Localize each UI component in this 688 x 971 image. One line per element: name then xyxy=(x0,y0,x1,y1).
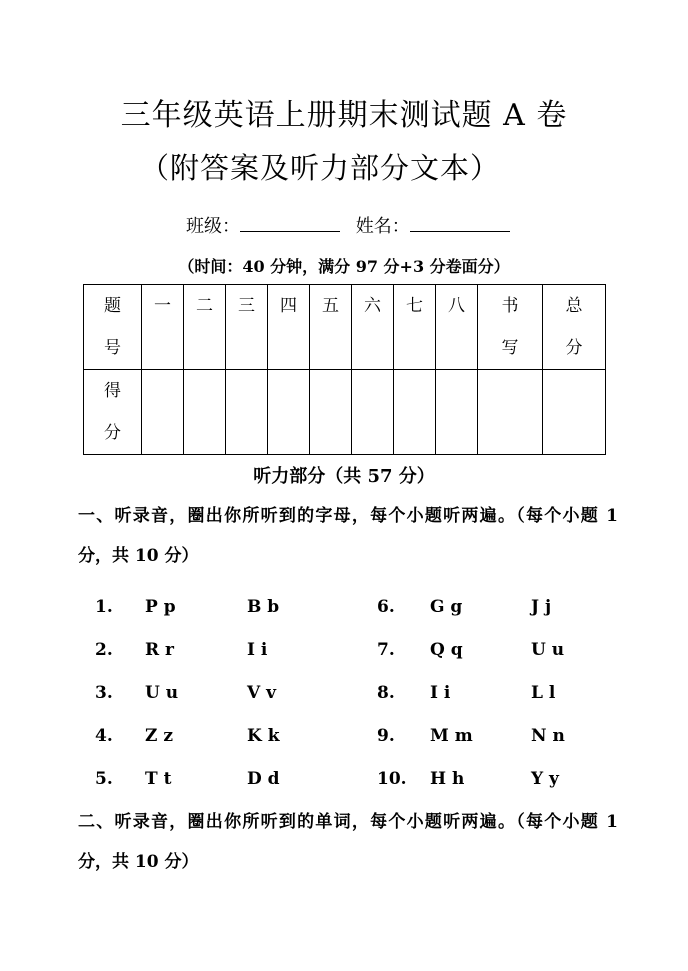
score-table xyxy=(83,284,606,455)
score-cell xyxy=(142,370,184,455)
score-header-cell: 书 写 xyxy=(478,285,543,370)
item-number: 6. xyxy=(377,597,395,617)
score-header-row xyxy=(84,285,606,370)
score-cell xyxy=(394,370,436,455)
time-note: （时间：40 分钟，满分 97 分+3 分卷面分） xyxy=(178,257,510,276)
q1-item-row xyxy=(95,683,615,707)
letter-option: M m xyxy=(430,726,473,746)
letter-option: H h xyxy=(430,769,465,789)
score-value-row xyxy=(84,370,606,455)
item-number: 7. xyxy=(377,640,395,660)
score-cell xyxy=(268,370,310,455)
letter-option: R r xyxy=(145,640,175,660)
letter-option: V v xyxy=(247,683,276,703)
score-cell xyxy=(436,370,478,455)
item-number: 2. xyxy=(95,640,113,660)
score-header-cell: 七 xyxy=(394,285,436,370)
letter-option: Z z xyxy=(145,726,173,746)
class-label: 班级： xyxy=(186,216,240,237)
letter-option: U u xyxy=(531,640,565,660)
name-label: 姓名： xyxy=(355,216,410,237)
letter-option: J j xyxy=(531,597,552,617)
item-number: 1. xyxy=(95,597,113,617)
q2-instruction: 二、听录音，圈出你所听到的单词，每个小题听两遍。（每个小题 1 分，共 10 分） xyxy=(78,812,618,872)
letter-option: T t xyxy=(145,769,172,789)
letter-option: G g xyxy=(430,597,463,617)
score-cell xyxy=(226,370,268,455)
item-number: 5. xyxy=(95,769,113,789)
score-header-cell: 一 xyxy=(142,285,184,370)
score-header-cell: 五 xyxy=(310,285,352,370)
letter-option: N n xyxy=(531,726,565,746)
letter-option: P p xyxy=(145,597,176,617)
student-info-line xyxy=(186,212,520,238)
score-header-cell: 八 xyxy=(436,285,478,370)
score-header-cell: 三 xyxy=(226,285,268,370)
letter-option: B b xyxy=(247,597,280,617)
document-subtitle: （附答案及听力部分文本） xyxy=(140,151,501,185)
item-number: 9. xyxy=(377,726,395,746)
letter-option: Y y xyxy=(531,769,559,789)
letter-option: K k xyxy=(247,726,280,746)
letter-option: L l xyxy=(531,683,556,703)
letter-option: I i xyxy=(247,640,268,660)
score-cell xyxy=(310,370,352,455)
score-header-cell: 二 xyxy=(184,285,226,370)
letter-option: I i xyxy=(430,683,451,703)
q1-item-row xyxy=(95,640,615,664)
letter-option: U u xyxy=(145,683,179,703)
score-cell xyxy=(543,370,606,455)
class-blank xyxy=(240,215,340,232)
document-title: 三年级英语上册期末测试题 A 卷 xyxy=(120,98,568,133)
item-number: 3. xyxy=(95,683,113,703)
name-blank xyxy=(410,215,510,232)
score-header-cell: 四 xyxy=(268,285,310,370)
q1-item-row xyxy=(95,726,615,750)
score-cell xyxy=(478,370,543,455)
q1-instruction: 一、听录音，圈出你所听到的字母，每个小题听两遍。（每个小题 1 分，共 10 分） xyxy=(78,506,618,566)
score-header-cell: 题 号 xyxy=(84,285,142,370)
item-number: 10. xyxy=(377,769,407,789)
score-row-label: 得 分 xyxy=(84,370,142,455)
q1-item-row xyxy=(95,769,615,793)
letter-option: D d xyxy=(247,769,280,789)
q1-item-row xyxy=(95,597,615,621)
item-number: 8. xyxy=(377,683,395,703)
score-header-cell: 总 分 xyxy=(543,285,606,370)
score-header-cell: 六 xyxy=(352,285,394,370)
listening-section-title: 听力部分（共 57 分） xyxy=(253,466,435,487)
score-cell xyxy=(184,370,226,455)
score-cell xyxy=(352,370,394,455)
item-number: 4. xyxy=(95,726,113,746)
letter-option: Q q xyxy=(430,640,463,660)
